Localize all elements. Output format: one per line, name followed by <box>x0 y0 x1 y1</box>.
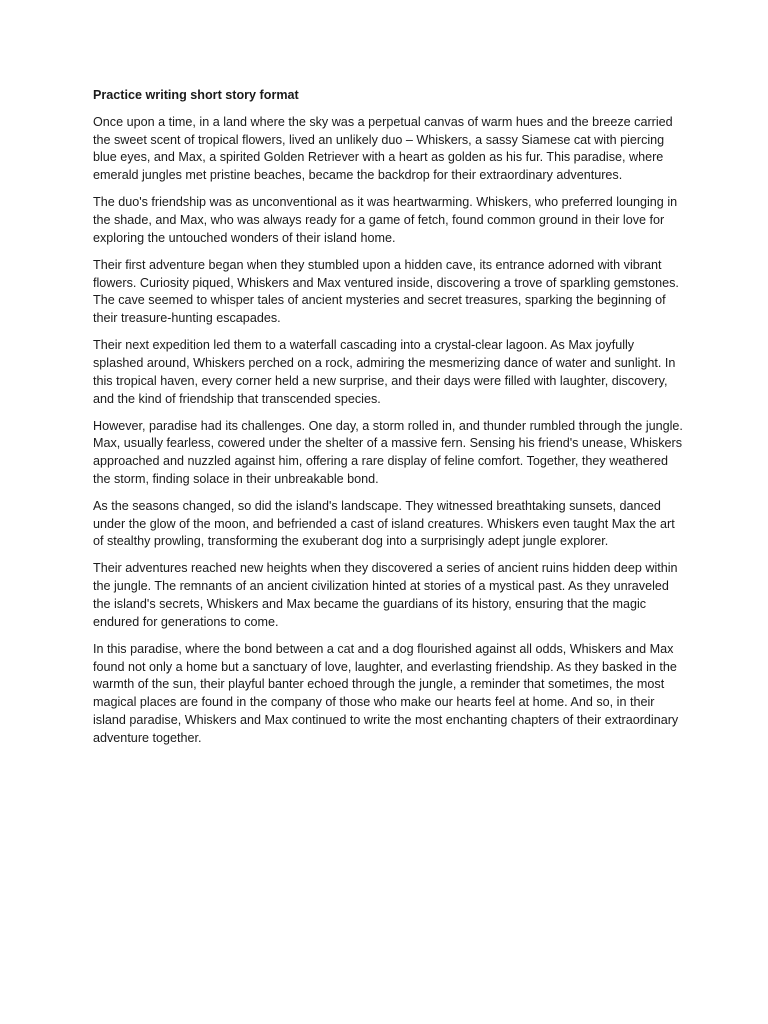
paragraph-6: As the seasons changed, so did the island's landscape. They witnessed breathtaking sunsets, danced under the glow of the moon, and befriended a cast of island creatures. Whiskers even taught Max the art of stealthy prowling, transforming the exuberant dog into a surprisingly adept jungle explorer. <box>93 498 675 549</box>
paragraph-5: However, paradise had its challenges. One day, a storm rolled in, and thunder rumbled through the jungle. Max, usually fearless, cowered under the shelter of a massive fern. Sensing his friend's unease, Whiskers approached and nuzzled against him, offering a rare display of feline comfort. Together, they weathered the storm, finding solace in their unbreakable bond. <box>93 418 683 486</box>
paragraph-3: Their first adventure began when they stumbled upon a hidden cave, its entrance adorned with vibrant flowers. Curiosity piqued, Whiskers and Max ventured inside, discovering a trove of sparkling gemstones. The cave seemed to whisper tales of ancient mysteries and secret treasures, sparking the beginning of their treasure-hunting escapades. <box>93 257 679 326</box>
paragraph-7: Their adventures reached new heights when they discovered a series of ancient ruins hidden deep within the jungle. The remnants of an ancient civilization hinted at stories of a mystical past. As they unraveled the island's secrets, Whiskers and Max became the guardians of its history, ensuring that the magic endured for generations to come. <box>93 561 678 629</box>
paragraph-2: The duo's friendship was as unconventional as it was heartwarming. Whiskers, who preferred lounging in the shade, and Max, who was always ready for a game of fetch, found common ground in their love for exploring the untouched wonders of their island home. <box>93 195 678 245</box>
paragraph-1: Once upon a time, in a land where the sky was a perpetual canvas of warm hues and the breeze carried the sweet scent of tropical flowers, lived an unlikely duo – Whiskers, a sassy Siamese cat with piercing blue eyes, and Max, a spirited Golden Retriever with a heart as golden as his fur. This paradise, where emerald jungles met pristine beaches, became the backdrop for their extraordinary adventures. <box>93 114 673 183</box>
paragraph-4: Their next expedition led them to a waterfall cascading into a crystal-clear lagoon. As Max joyfully splashed around, Whiskers perched on a rock, admiring the mesmerizing dance of water and sunlight. In this tropical haven, every corner held a new surprise, and their days were filled with laughter, discovery, and the kind of friendship that transcended species. <box>93 338 676 406</box>
document-body <box>93 87 683 757</box>
document-title: Practice writing short story format <box>93 88 299 102</box>
paragraph-8: In this paradise, where the bond between a cat and a dog flourished against all odds, Whiskers and Max found not only a home but a sanctuary of love, laughter, and everlasting friendship. As they basked in the warmth of the sun, their playful banter echoed through the jungle, a reminder that sometimes, the most magical places are found in the company of those who make our hearts feel at home. And so, in their island paradise, Whiskers and Max continued to write the most enchanting chapters of their extraordinary adventure together. <box>93 641 679 745</box>
